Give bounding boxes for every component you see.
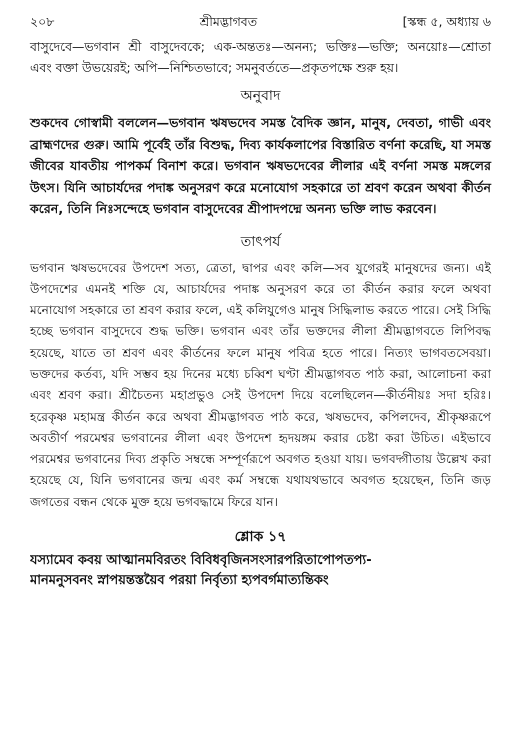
purport-heading: তাৎপর্য bbox=[240, 233, 281, 250]
synonyms-paragraph: বাসুদেবে—ভগবান শ্রী বাসুদেবকে; এক-অন্ততঃ—অনন্য; ভক্তিঃ—ভক্তি; অনয়োঃ—শ্রোতা এবং বক্তা উভয়েরই; অপি—নিশ্চিতভাবে; সমনুবর্ততে—প্রকৃতপক্ষে শুরু হয়। bbox=[30, 39, 491, 75]
translation-paragraph: শুকদেব গোস্বামী বললেন—ভগবান ঋষভদেব সমস্ত বৈদিক জ্ঞান, মানুষ, দেবতা, গাভী এবং ব্রাহ্মণদের গুরু। আমি পূর্বেই তাঁর বিশুদ্ধ, দিব্য কার্যকলাপের বিস্তারিত বর্ণনা করেছি, যা সমস্ত জীবের যাবতীয় পাপকর্ম বিনাশ করে। ভগবান ঋষভদেবের লীলার এই বর্ণনা সমস্ত মঙ্গলের উৎস। যিনি আচার্যদের পদাঙ্ক অনুসরণ করে মনোযোগ সহকারে তা শ্রবণ করেন অথবা কীর্তন করেন, তিনি নিঃসন্দেহে ভগবান বাসুদেবের শ্রীপাদপদ্মে অনন্য ভক্তি লাভ করবেন। bbox=[30, 115, 491, 216]
verse-text bbox=[30, 551, 491, 591]
verse-line: যস্যামেব কবয় আত্মানমবিরতং বিবিধবৃজিনসংসারপরিতাপোপতপ্য- bbox=[30, 553, 372, 569]
page-header bbox=[30, 14, 491, 36]
page-number: ২০৮ bbox=[30, 14, 55, 29]
book-title: শ্রীমদ্ভাগবত bbox=[199, 14, 258, 29]
verse-heading: শ্লোক ১৭ bbox=[234, 529, 287, 546]
translation-heading: অনুবাদ bbox=[240, 88, 281, 104]
verse-line: মানমনুসবনং স্নাপয়ন্তস্তয়ৈব পরয়া নির্বৃত্যা হ্যপবর্গমাত্যন্তিকং bbox=[30, 573, 329, 589]
purport-paragraph: ভগবান ঋষভদেবের উপদেশ সত্য, ত্রেতা, দ্বাপর এবং কলি—সব যুগেরই মানুষদের জন্য। এই উপদেশের এমনই শক্তি যে, আচার্যদের পদাঙ্ক অনুসরণ করে তা কীর্তন করার ফলে অথবা মনোযোগ সহকারে তা শ্রবণ করার ফলে, এই কলিযুগেও মানুষ সিদ্ধিলাভ করতে পারে। সেই সিদ্ধি হচ্ছে ভগবান বাসুদেবে শুদ্ধ ভক্তি। ভগবান এবং তাঁর ভক্তদের লীলা শ্রীমদ্ভাগবতে লিপিবদ্ধ হয়েছে, যাতে তা শ্রবণ এবং কীর্তনের ফলে মানুষ পবিত্র হতে পারে। নিত্যং ভাগবতসেবয়া। ভক্তদের কর্তব্য, যদি সম্ভব হয় দিনের মধ্যে চব্বিশ ঘণ্টা শ্রীমদ্ভাগবত পাঠ করা, আলোচনা করা এবং শ্রবণ করা। শ্রীচৈতন্য মহাপ্রভুও সেই উপদেশ দিয়ে বলেছিলেন—কীর্তনীয়ঃ সদা হরিঃ। হরেকৃষ্ণ মহামন্ত্র কীর্তন করে অথবা শ্রীমদ্ভাগবত পাঠ করে, ঋষভদেব, কপিলদেব, শ্রীকৃষ্ণরূপে অবতীর্ণ পরমেশ্বর ভগবানের লীলা এবং উপদেশ হৃদয়ঙ্গম করার চেষ্টা করা উচিত। এইভাবে পরমেশ্বর ভগবানের দিব্য প্রকৃতি সম্বন্ধে সম্পূর্ণরূপে অবগত হওয়া যায়। ভগবদ্গীতায় উল্লেখ করা হয়েছে যে, যিনি ভগবানের জন্ম এবং কর্ম সম্বন্ধে যথাযথভাবে অবগত হয়েছেন, তিনি জড় জগতের বন্ধন থেকে মুক্ত হয়ে ভগবদ্ধামে ফিরে যান। bbox=[30, 260, 491, 509]
chapter-location: [স্কন্ধ ৫, অধ্যায় ৬ bbox=[402, 14, 491, 29]
